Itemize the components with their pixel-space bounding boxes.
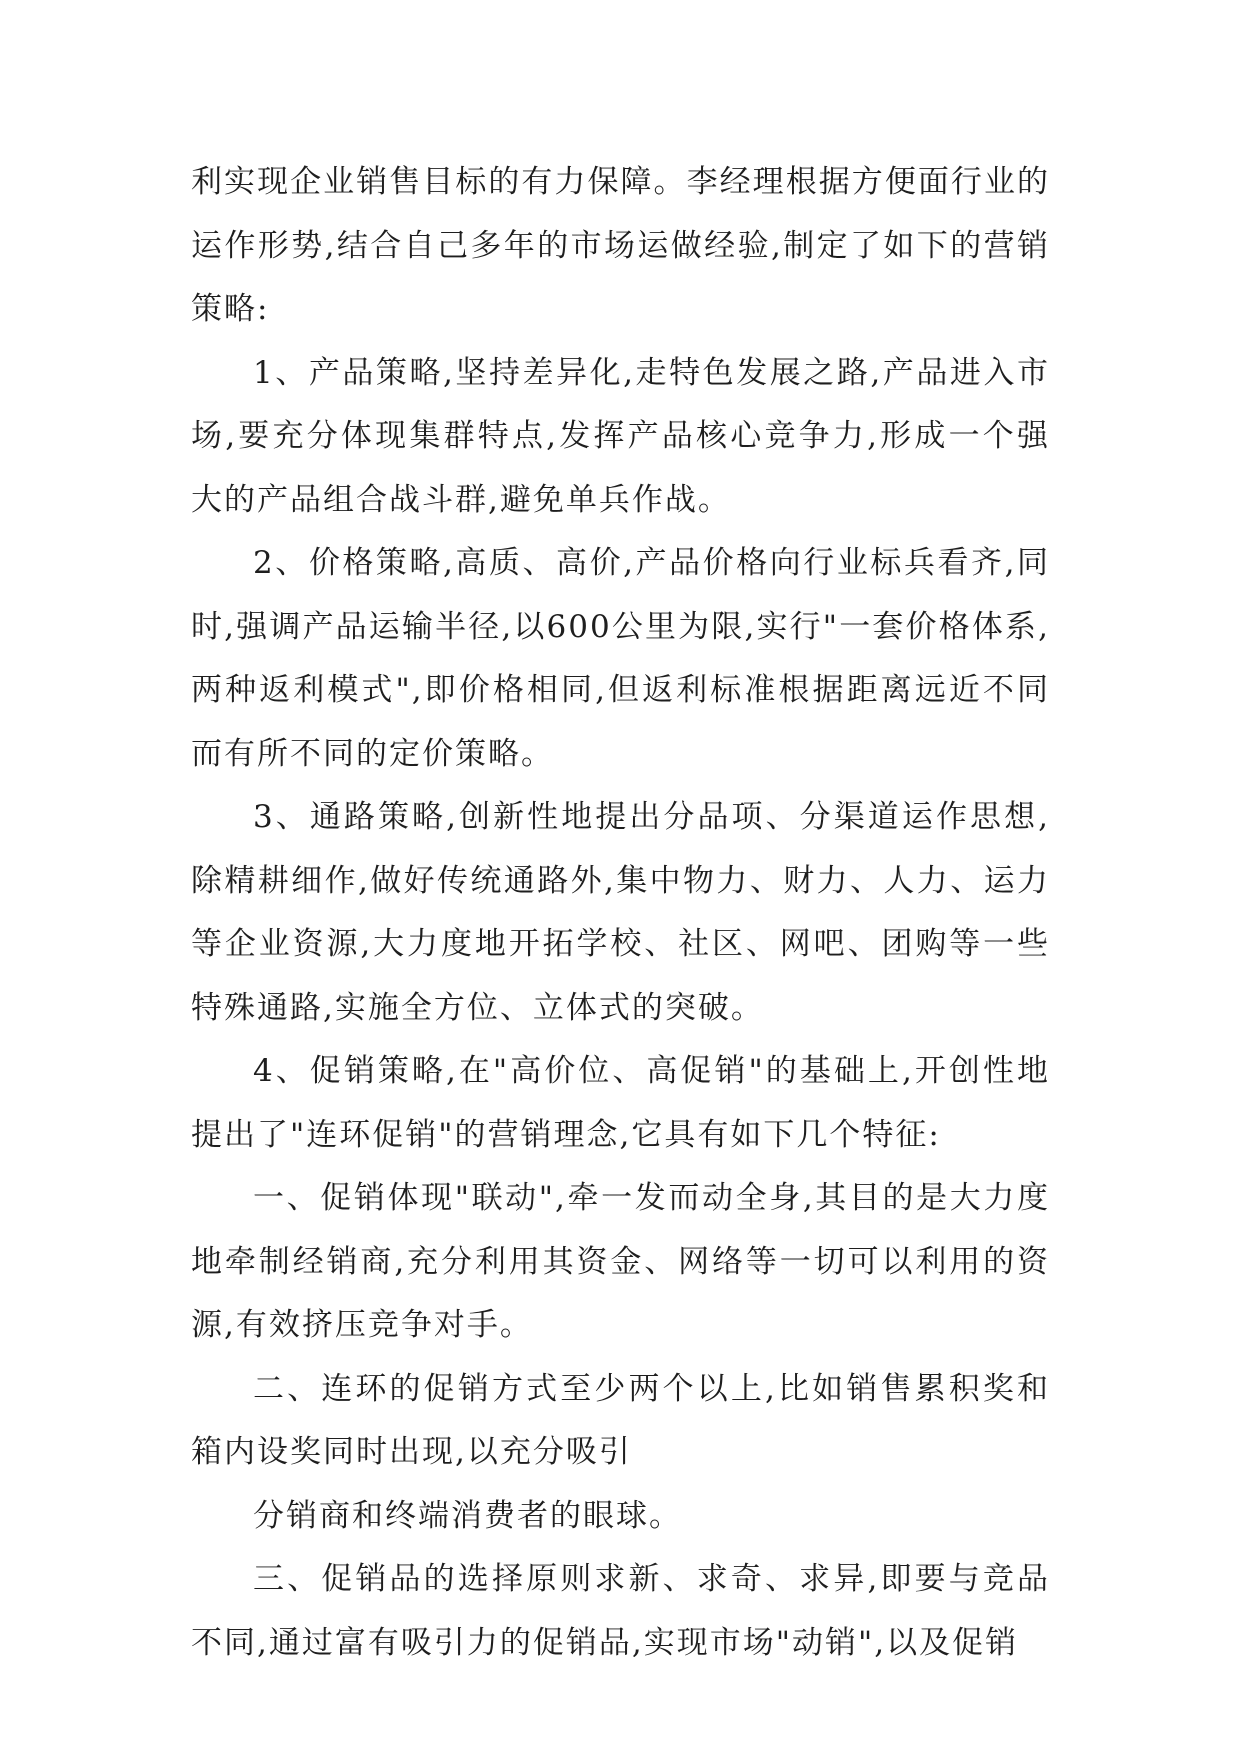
paragraph-feature-2: 二、连环的促销方式至少两个以上,比如销售累积奖和箱内设奖同时出现,以充分吸引	[191, 1370, 1050, 1470]
paragraph-feature-1: 一、促销体现"联动",牵一发而动全身,其目的是大力度地牵制经销商,充分利用其资金、网络等一切可以利用的资源,有效挤压竞争对手。	[191, 1180, 1050, 1343]
paragraph-feature-2-continued: 分销商和终端消费者的眼球。	[253, 1497, 682, 1534]
paragraph-product-strategy: 1、产品策略,坚持差异化,走特色发展之路,产品进入市场,要充分体现集群特点,发挥产品核心竞争力,形成一个强大的产品组合战斗群,避免单兵作战。	[191, 354, 1050, 518]
paragraph-channel-strategy: 3、通路策略,创新性地提出分品项、分渠道运作思想,除精耕细作,做好传统通路外,集中物力、财力、人力、运力等企业资源,大力度地开拓学校、社区、网吧、团购等一些特殊通路,实施全方位、立体式的突破。	[191, 799, 1050, 1026]
document-page	[191, 151, 1050, 1675]
paragraph-promotion-strategy: 4、促销策略,在"高价位、高促销"的基础上,开创性地提出了"连环促销"的营销理念,它具有如下几个特征:	[191, 1053, 1050, 1153]
paragraph-1: 利实现企业销售目标的有力保障。李经理根据方便面行业的运作形势,结合自己多年的市场运做经验,制定了如下的营销策略:	[191, 164, 1050, 327]
paragraph-price-strategy: 2、价格策略,高质、高价,产品价格向行业标兵看齐,同时,强调产品运输半径,以600公里为限,实行"一套价格体系,两种返利模式",即价格相同,但返利标准根据距离远近不同而有所不同的定价策略。	[191, 545, 1050, 772]
paragraph-feature-3: 三、促销品的选择原则求新、求奇、求异,即要与竞品不同,通过富有吸引力的促销品,实现市场"动销",以及促销	[191, 1561, 1050, 1661]
